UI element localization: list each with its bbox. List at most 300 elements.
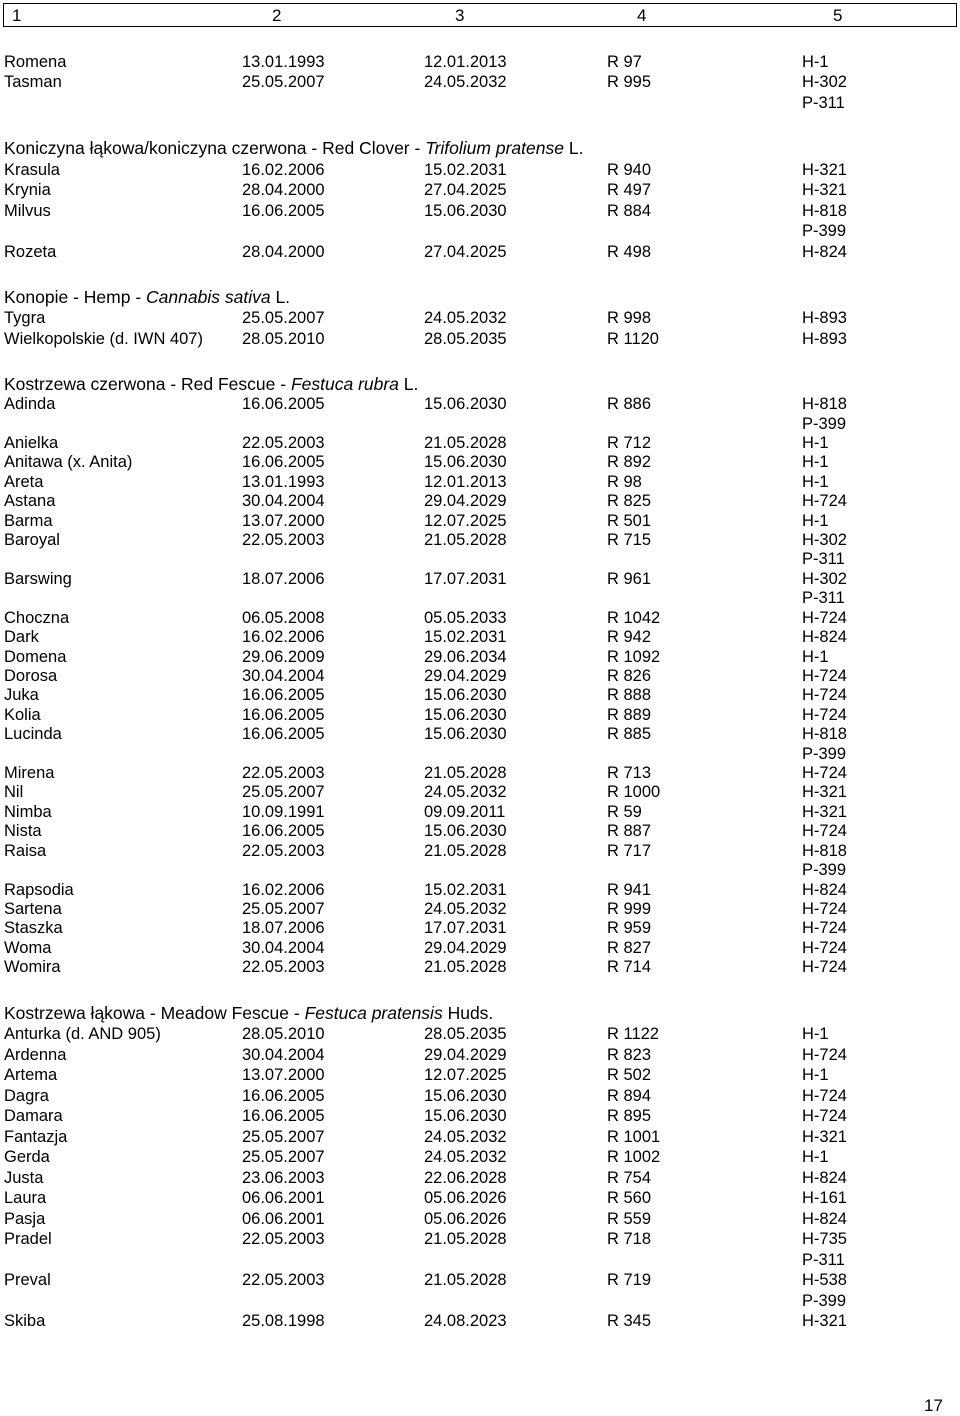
register-number: R 754 (607, 1169, 652, 1187)
register-number: R 498 (607, 243, 652, 261)
registration-date: 25.08.1998 (242, 1312, 325, 1330)
section-english-name: Meadow Fescue (160, 1003, 290, 1023)
expiry-date: 27.04.2025 (424, 243, 507, 261)
registration-date: 22.05.2003 (242, 958, 325, 976)
expiry-date: 21.05.2028 (424, 1230, 507, 1248)
expiry-date: 24.05.2032 (424, 900, 507, 918)
maintainer-code: H-321 (802, 181, 847, 199)
variety-name: Anturka (d. AND 905) (4, 1025, 161, 1043)
expiry-date: 15.02.2031 (424, 161, 507, 179)
variety-name: Dark (4, 628, 39, 646)
table-row (0, 899, 960, 919)
variety-name: Baroyal (4, 531, 60, 549)
registration-date: 16.06.2005 (242, 686, 325, 704)
maintainer-code: H-724 (802, 764, 847, 782)
variety-name: Krynia (4, 181, 51, 199)
page-number: 17 (924, 1396, 943, 1415)
registration-date: 22.05.2003 (242, 764, 325, 782)
maintainer-code: H-321 (802, 1128, 847, 1146)
expiry-date: 15.06.2030 (424, 202, 507, 220)
maintainer-code: H-724 (802, 1087, 847, 1105)
variety-name: Pasja (4, 1210, 46, 1228)
registration-date: 16.06.2005 (242, 395, 325, 413)
register-number: R 941 (607, 881, 652, 899)
expiry-date: 15.06.2030 (424, 686, 507, 704)
variety-name: Milvus (4, 202, 51, 220)
section-polish-name: Kostrzewa łąkowa (4, 1003, 146, 1023)
variety-name: Juka (4, 686, 39, 704)
variety-name: Nista (4, 822, 42, 840)
expiry-date: 12.01.2013 (424, 473, 507, 491)
expiry-date: 12.07.2025 (424, 1066, 507, 1084)
table-row (0, 685, 960, 705)
variety-name: Anitawa (x. Anita) (4, 453, 133, 471)
expiry-date: 17.07.2031 (424, 919, 507, 937)
register-number: R 887 (607, 822, 652, 840)
maintainer-code: H-1 (802, 473, 829, 491)
variety-name: Woma (4, 939, 52, 957)
register-number: R 995 (607, 73, 652, 91)
register-number: R 715 (607, 531, 652, 549)
table-row (0, 511, 960, 531)
expiry-date: 17.07.2031 (424, 570, 507, 588)
table-row (0, 472, 960, 492)
maintainer-code: P-399 (802, 1292, 847, 1310)
register-number: R 940 (607, 161, 652, 179)
table-row (0, 608, 960, 628)
variety-name: Wielkopolskie (d. IWN 407) (4, 330, 203, 348)
registration-date: 25.05.2007 (242, 1128, 325, 1146)
registration-date: 16.06.2005 (242, 453, 325, 471)
expiry-date: 29.04.2029 (424, 667, 507, 685)
section-heading: Kostrzewa czerwona - Red Fescue - Festuca rubra L. (4, 374, 419, 394)
variety-name: Gerda (4, 1148, 50, 1166)
expiry-date: 15.06.2030 (424, 1087, 507, 1105)
section-polish-name: Koniczyna łąkowa/koniczyna czerwona (4, 138, 307, 158)
table-row (0, 1270, 960, 1290)
table-row (0, 647, 960, 667)
register-number: R 1092 (607, 648, 661, 666)
column-header-1: 1 (12, 6, 22, 25)
variety-name: Nil (4, 783, 24, 801)
registration-date: 16.06.2005 (242, 1107, 325, 1125)
maintainer-code: H-893 (802, 330, 847, 348)
table-row (0, 1188, 960, 1208)
registration-date: 30.04.2004 (242, 492, 325, 510)
expiry-date: 15.06.2030 (424, 453, 507, 471)
expiry-date: 24.05.2032 (424, 783, 507, 801)
registration-date: 10.09.1991 (242, 803, 325, 821)
register-number: R 59 (607, 803, 642, 821)
registration-date: 06.06.2001 (242, 1189, 325, 1207)
maintainer-code: H-1 (802, 1066, 829, 1084)
column-header-5: 5 (833, 6, 843, 25)
section-author: L. (403, 374, 419, 394)
register-number: R 886 (607, 395, 652, 413)
registration-date: 22.05.2003 (242, 1230, 325, 1248)
registration-date: 22.05.2003 (242, 531, 325, 549)
table-row (0, 1147, 960, 1167)
expiry-date: 22.06.2028 (424, 1169, 507, 1187)
registration-date: 22.05.2003 (242, 1271, 325, 1289)
section-heading: Kostrzewa łąkowa - Meadow Fescue - Festuca pratensis Huds. (4, 1003, 494, 1023)
expiry-date: 24.05.2032 (424, 1148, 507, 1166)
table-row (0, 1229, 960, 1249)
registration-date: 22.05.2003 (242, 842, 325, 860)
maintainer-code: H-724 (802, 706, 847, 724)
variety-name: Rozeta (4, 243, 57, 261)
maintainer-code: H-302 (802, 73, 847, 91)
register-number: R 895 (607, 1107, 652, 1125)
maintainer-code: H-724 (802, 609, 847, 627)
column-header-4: 4 (637, 6, 647, 25)
variety-name: Artema (4, 1066, 58, 1084)
variety-name: Anielka (4, 434, 59, 452)
maintainer-code: H-1 (802, 648, 829, 666)
table-row (0, 93, 960, 113)
table-row (0, 160, 960, 180)
table-row (0, 763, 960, 783)
maintainer-code: H-724 (802, 939, 847, 957)
table-row (0, 666, 960, 686)
section-author: L. (275, 287, 291, 307)
expiry-date: 12.07.2025 (424, 512, 507, 530)
section-author: Huds. (447, 1003, 494, 1023)
maintainer-code: H-724 (802, 686, 847, 704)
table-row (0, 627, 960, 647)
expiry-date: 15.06.2030 (424, 395, 507, 413)
table-row (0, 957, 960, 977)
register-number: R 894 (607, 1087, 652, 1105)
expiry-date: 15.06.2030 (424, 1107, 507, 1125)
registration-date: 13.01.1993 (242, 473, 325, 491)
maintainer-code: H-321 (802, 161, 847, 179)
maintainer-code: H-818 (802, 842, 847, 860)
registration-date: 25.05.2007 (242, 309, 325, 327)
register-number: R 942 (607, 628, 652, 646)
register-number: R 712 (607, 434, 652, 452)
register-number: R 1000 (607, 783, 661, 801)
table-row (0, 1065, 960, 1085)
table-row (0, 308, 960, 328)
table-row (0, 180, 960, 200)
expiry-date: 15.06.2030 (424, 822, 507, 840)
register-number: R 1120 (607, 330, 659, 348)
register-number: R 827 (607, 939, 652, 957)
maintainer-code: H-161 (802, 1189, 847, 1207)
register-number: R 560 (607, 1189, 652, 1207)
register-number: R 884 (607, 202, 652, 220)
table-row (0, 918, 960, 938)
table-row (0, 1209, 960, 1229)
maintainer-code: H-1 (802, 453, 829, 471)
maintainer-code: H-321 (802, 783, 847, 801)
variety-name: Staszka (4, 919, 63, 937)
table-row (0, 433, 960, 453)
maintainer-code: H-824 (802, 1169, 847, 1187)
register-number: R 717 (607, 842, 652, 860)
register-number: R 345 (607, 1312, 652, 1330)
register-number: R 823 (607, 1046, 652, 1064)
column-header-row (3, 3, 957, 27)
registration-date: 22.05.2003 (242, 434, 325, 452)
table-row (0, 549, 960, 569)
table-row (0, 880, 960, 900)
table-row (0, 394, 960, 414)
table-row (0, 1168, 960, 1188)
registration-date: 13.07.2000 (242, 1066, 325, 1084)
maintainer-code: P-399 (802, 415, 847, 433)
section-latin-name: Cannabis sativa (146, 287, 271, 307)
maintainer-code: H-1 (802, 1025, 829, 1043)
table-row (0, 569, 960, 589)
table-row (0, 329, 960, 349)
registration-date: 16.02.2006 (242, 628, 325, 646)
section-latin-name: Festuca pratensis (304, 1003, 443, 1023)
maintainer-code: H-724 (802, 958, 847, 976)
variety-name: Skiba (4, 1312, 46, 1330)
maintainer-code: H-1 (802, 53, 829, 71)
table-row (0, 201, 960, 221)
variety-name: Mirena (4, 764, 55, 782)
register-number: R 889 (607, 706, 652, 724)
table-row (0, 1127, 960, 1147)
table-row (0, 724, 960, 744)
section-english-name: Red Fescue (181, 374, 276, 394)
registration-date: 28.04.2000 (242, 181, 325, 199)
maintainer-code: H-724 (802, 822, 847, 840)
variety-name: Barswing (4, 570, 72, 588)
registration-date: 13.07.2000 (242, 512, 325, 530)
registration-date: 30.04.2004 (242, 1046, 325, 1064)
section-heading: Koniczyna łąkowa/koniczyna czerwona - Red Clover - Trifolium pratense L. (4, 138, 584, 158)
variety-name: Damara (4, 1107, 63, 1125)
registration-date: 25.05.2007 (242, 783, 325, 801)
variety-name: Rapsodia (4, 881, 74, 899)
expiry-date: 24.08.2023 (424, 1312, 507, 1330)
expiry-date: 28.05.2035 (424, 330, 507, 348)
registration-date: 28.05.2010 (242, 330, 325, 348)
register-number: R 826 (607, 667, 652, 685)
table-row (0, 530, 960, 550)
register-number: R 98 (607, 473, 642, 491)
maintainer-code: P-311 (802, 550, 845, 568)
register-number: R 714 (607, 958, 652, 976)
maintainer-code: P-311 (802, 94, 845, 112)
registration-date: 29.06.2009 (242, 648, 325, 666)
section-author: L. (568, 138, 584, 158)
maintainer-code: H-818 (802, 202, 847, 220)
expiry-date: 21.05.2028 (424, 842, 507, 860)
expiry-date: 15.06.2030 (424, 725, 507, 743)
expiry-date: 21.05.2028 (424, 531, 507, 549)
registration-date: 13.01.1993 (242, 53, 325, 71)
table-row (0, 414, 960, 434)
table-row (0, 705, 960, 725)
maintainer-code: P-399 (802, 222, 847, 240)
maintainer-code: H-724 (802, 919, 847, 937)
expiry-date: 12.01.2013 (424, 53, 507, 71)
table-row (0, 744, 960, 764)
maintainer-code: P-399 (802, 745, 847, 763)
section-heading: Konopie - Hemp - Cannabis sativa L. (4, 287, 291, 307)
register-number: R 559 (607, 1210, 652, 1228)
variety-name: Tygra (4, 309, 46, 327)
section-latin-name: Trifolium pratense (425, 138, 564, 158)
expiry-date: 24.05.2032 (424, 73, 507, 91)
maintainer-code: H-1 (802, 512, 829, 530)
maintainer-code: H-824 (802, 881, 847, 899)
table-row (0, 782, 960, 802)
expiry-date: 27.04.2025 (424, 181, 507, 199)
column-header-2: 2 (272, 6, 282, 25)
maintainer-code: P-311 (802, 589, 845, 607)
table-row (0, 491, 960, 511)
register-number: R 885 (607, 725, 652, 743)
register-number: R 825 (607, 492, 652, 510)
table-row (0, 802, 960, 822)
variety-name: Dagra (4, 1087, 49, 1105)
maintainer-code: H-302 (802, 531, 847, 549)
expiry-date: 15.06.2030 (424, 706, 507, 724)
variety-name: Barma (4, 512, 53, 530)
registration-date: 18.07.2006 (242, 919, 325, 937)
maintainer-code: H-724 (802, 1046, 847, 1064)
variety-name: Sartena (4, 900, 62, 918)
register-number: R 1122 (607, 1025, 659, 1043)
variety-name: Romena (4, 53, 67, 71)
expiry-date: 29.04.2029 (424, 939, 507, 957)
table-row (0, 860, 960, 880)
table-row (0, 1106, 960, 1126)
variety-name: Pradel (4, 1230, 52, 1248)
register-number: R 1042 (607, 609, 661, 627)
table-row (0, 52, 960, 72)
variety-name: Adinda (4, 395, 56, 413)
variety-name: Astana (4, 492, 56, 510)
register-number: R 1002 (607, 1148, 661, 1166)
register-number: R 718 (607, 1230, 652, 1248)
registration-date: 25.05.2007 (242, 1148, 325, 1166)
register-number: R 888 (607, 686, 652, 704)
section-english-name: Hemp (83, 287, 131, 307)
maintainer-code: H-1 (802, 1148, 829, 1166)
variety-name: Womira (4, 958, 61, 976)
table-row (0, 72, 960, 92)
registration-date: 18.07.2006 (242, 570, 325, 588)
section-latin-name: Festuca rubra (290, 374, 399, 394)
maintainer-code: P-311 (802, 1251, 845, 1269)
registration-date: 16.06.2005 (242, 1087, 325, 1105)
registration-date: 16.06.2005 (242, 706, 325, 724)
register-number: R 719 (607, 1271, 652, 1289)
table-row (0, 938, 960, 958)
registration-date: 16.06.2005 (242, 822, 325, 840)
expiry-date: 29.04.2029 (424, 1046, 507, 1064)
variety-name: Nimba (4, 803, 52, 821)
registration-date: 25.05.2007 (242, 73, 325, 91)
maintainer-code: H-824 (802, 628, 847, 646)
expiry-date: 05.06.2026 (424, 1189, 507, 1207)
register-number: R 502 (607, 1066, 652, 1084)
maintainer-code: H-1 (802, 434, 829, 452)
variety-name: Ardenna (4, 1046, 67, 1064)
registration-date: 30.04.2004 (242, 939, 325, 957)
table-row (0, 221, 960, 241)
variety-name: Raisa (4, 842, 47, 860)
variety-name: Justa (4, 1169, 44, 1187)
register-number: R 961 (607, 570, 652, 588)
registration-date: 30.04.2004 (242, 667, 325, 685)
register-number: R 713 (607, 764, 652, 782)
table-row (0, 1024, 960, 1044)
variety-name: Kolia (4, 706, 41, 724)
expiry-date: 21.05.2028 (424, 764, 507, 782)
variety-name: Areta (4, 473, 44, 491)
register-number: R 998 (607, 309, 652, 327)
table-row (0, 821, 960, 841)
registration-date: 06.06.2001 (242, 1210, 325, 1228)
registration-date: 28.05.2010 (242, 1025, 325, 1043)
register-number: R 892 (607, 453, 652, 471)
expiry-date: 05.05.2033 (424, 609, 507, 627)
table-row (0, 1086, 960, 1106)
register-number: R 97 (607, 53, 642, 71)
register-number: R 497 (607, 181, 652, 199)
registration-date: 06.05.2008 (242, 609, 325, 627)
registration-date: 16.06.2005 (242, 202, 325, 220)
registration-date: 16.02.2006 (242, 881, 325, 899)
registration-date: 16.06.2005 (242, 725, 325, 743)
register-number: R 1001 (607, 1128, 661, 1146)
variety-name: Krasula (4, 161, 60, 179)
expiry-date: 21.05.2028 (424, 1271, 507, 1289)
expiry-date: 15.02.2031 (424, 881, 507, 899)
expiry-date: 15.02.2031 (424, 628, 507, 646)
variety-name: Preval (4, 1271, 51, 1289)
table-row (0, 588, 960, 608)
table-row (0, 1250, 960, 1270)
registration-date: 28.04.2000 (242, 243, 325, 261)
variety-name: Laura (4, 1189, 47, 1207)
maintainer-code: H-824 (802, 1210, 847, 1228)
column-header-3: 3 (455, 6, 465, 25)
maintainer-code: H-893 (802, 309, 847, 327)
variety-name: Choczna (4, 609, 70, 627)
registration-date: 25.05.2007 (242, 900, 325, 918)
maintainer-code: H-321 (802, 1312, 847, 1330)
maintainer-code: H-538 (802, 1271, 847, 1289)
register-number: R 999 (607, 900, 652, 918)
maintainer-code: H-724 (802, 492, 847, 510)
registration-date: 23.06.2003 (242, 1169, 325, 1187)
maintainer-code: H-824 (802, 243, 847, 261)
maintainer-code: P-399 (802, 861, 847, 879)
maintainer-code: H-818 (802, 725, 847, 743)
table-row (0, 1311, 960, 1331)
maintainer-code: H-302 (802, 570, 847, 588)
expiry-date: 24.05.2032 (424, 309, 507, 327)
expiry-date: 29.06.2034 (424, 648, 507, 666)
registration-date: 16.02.2006 (242, 161, 325, 179)
expiry-date: 21.05.2028 (424, 958, 507, 976)
expiry-date: 21.05.2028 (424, 434, 507, 452)
maintainer-code: H-735 (802, 1230, 847, 1248)
table-row (0, 242, 960, 262)
expiry-date: 09.09.2011 (424, 803, 506, 821)
expiry-date: 24.05.2032 (424, 1128, 507, 1146)
expiry-date: 28.05.2035 (424, 1025, 507, 1043)
